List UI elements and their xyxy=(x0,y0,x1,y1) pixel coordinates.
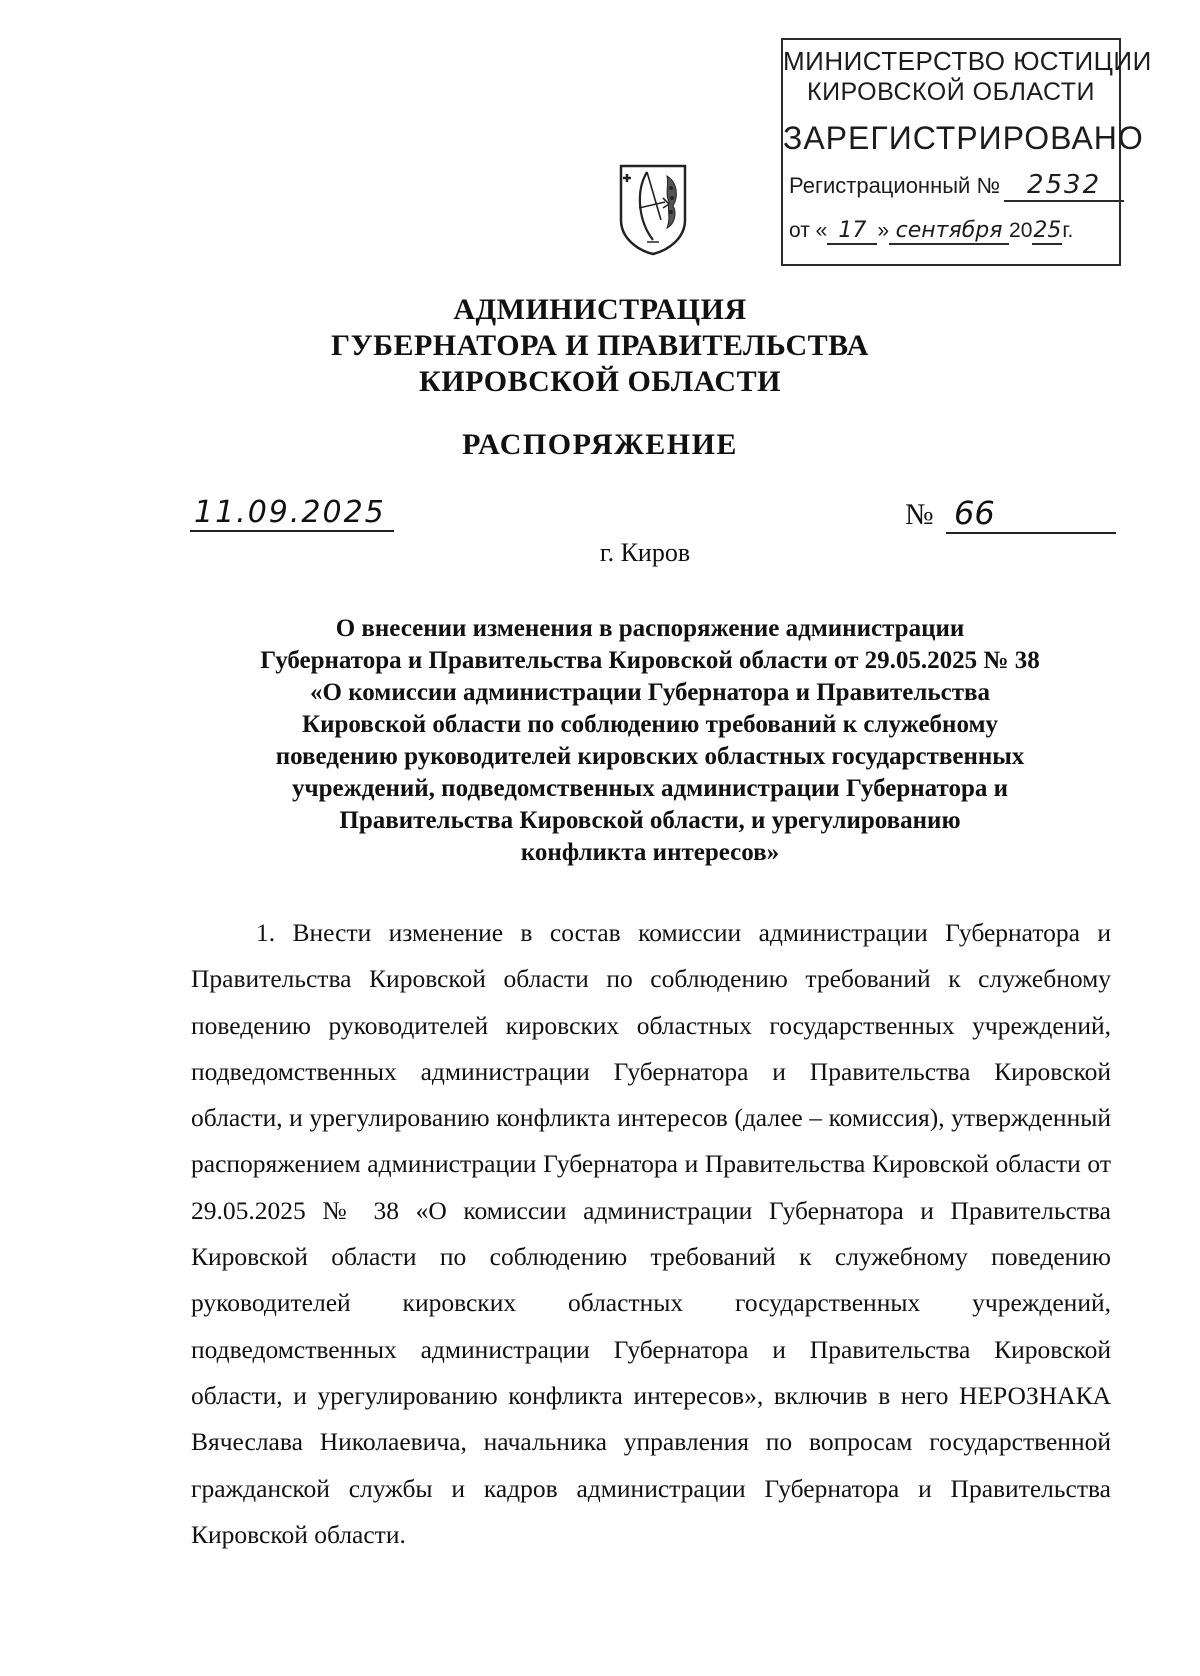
stamp-date-prefix: от « xyxy=(789,219,828,242)
body-paragraph-1: 1. Внести изменение в состав комиссии администрации Губернатора и Правительства Кировской области по соблюдению требований к служебному поведению руководителей кировских областных государственных учреждений, подведомственных администрации Губернатора и Правительства Кировской области, и урегулированию конфликта интересов (далее – комиссия), утвержденный распоряжением администрации Губернатора и Правительства Кировской области от 29.05.2025 № 38 «О комиссии администрации Губернатора и Правительства Кировской области по соблюдению требований к служебному поведению руководителей кировских областных государственных учреждений, подведомственных администрации Губернатора и Правительства Кировской области, и урегулированию конфликта интересов», включив в него НЕРОЗНАКА Вячеслава Николаевича, начальника управления по вопросам государственной гражданской службы и кадров администрации Губернатора и Правительства Кировской области. xyxy=(191,918,1111,1549)
subject-line: Губернатора и Правительства Кировской области от 29.05.2025 № 38 xyxy=(260,647,1040,674)
stamp-date-day: 17 xyxy=(827,218,877,245)
stamp-registration-row xyxy=(789,170,1124,202)
document-number-label: № xyxy=(905,498,934,531)
authority-line-2: ГУБЕРНАТОРА И ПРАВИТЕЛЬСТВА xyxy=(331,329,869,362)
stamp-ministry: МИНИСТЕРСТВО ЮСТИЦИИ xyxy=(783,46,1152,76)
registration-stamp xyxy=(781,38,1152,266)
authority-line-1: АДМИНИСТРАЦИЯ xyxy=(453,293,747,326)
stamp-date-mid: » xyxy=(877,219,890,242)
stamp-reg-number: 2532 xyxy=(1004,170,1124,202)
subject-line: Кировской области по соблюдению требований к служебному xyxy=(301,711,998,738)
subject-line: О внесении изменения в распоряжение администрации xyxy=(335,615,965,642)
subject-line: Правительства Кировской области, и урегулированию xyxy=(339,807,961,834)
document-type: РАСПОРЯЖЕНИЕ xyxy=(462,428,738,461)
stamp-date-month: сентября xyxy=(889,218,1009,245)
stamp-reg-label: Регистрационный № xyxy=(789,173,1001,198)
stamp-date-row xyxy=(789,218,1073,245)
stamp-status: ЗАРЕГИСТРИРОВАНО xyxy=(783,120,1144,156)
stamp-date-suffix: г. xyxy=(1062,219,1074,242)
stamp-date-year-prefix: 20 xyxy=(1009,219,1033,242)
document-number: 66 xyxy=(946,494,1116,534)
subject-line: «О комиссии администрации Губернатора и Правительства xyxy=(310,679,990,706)
document-date: 11.09.2025 xyxy=(190,496,394,532)
stamp-region: КИРОВСКОЙ ОБЛАСТИ xyxy=(807,78,1095,106)
issuing-authority xyxy=(0,292,1200,400)
stamp-date-year: 25 xyxy=(1033,218,1062,243)
subject-line: учреждений, подведомственных администрации Губернатора и xyxy=(291,775,1009,802)
subject-line: поведению руководителей кировских областных государственных xyxy=(275,743,1025,770)
kirov-coat-of-arms-icon xyxy=(617,162,689,256)
document-body xyxy=(191,910,1111,1558)
document-subject xyxy=(200,613,1100,869)
document-city: г. Киров xyxy=(599,538,691,567)
authority-line-3: КИРОВСКОЙ ОБЛАСТИ xyxy=(419,365,781,398)
subject-line: конфликта интересов» xyxy=(520,839,780,866)
